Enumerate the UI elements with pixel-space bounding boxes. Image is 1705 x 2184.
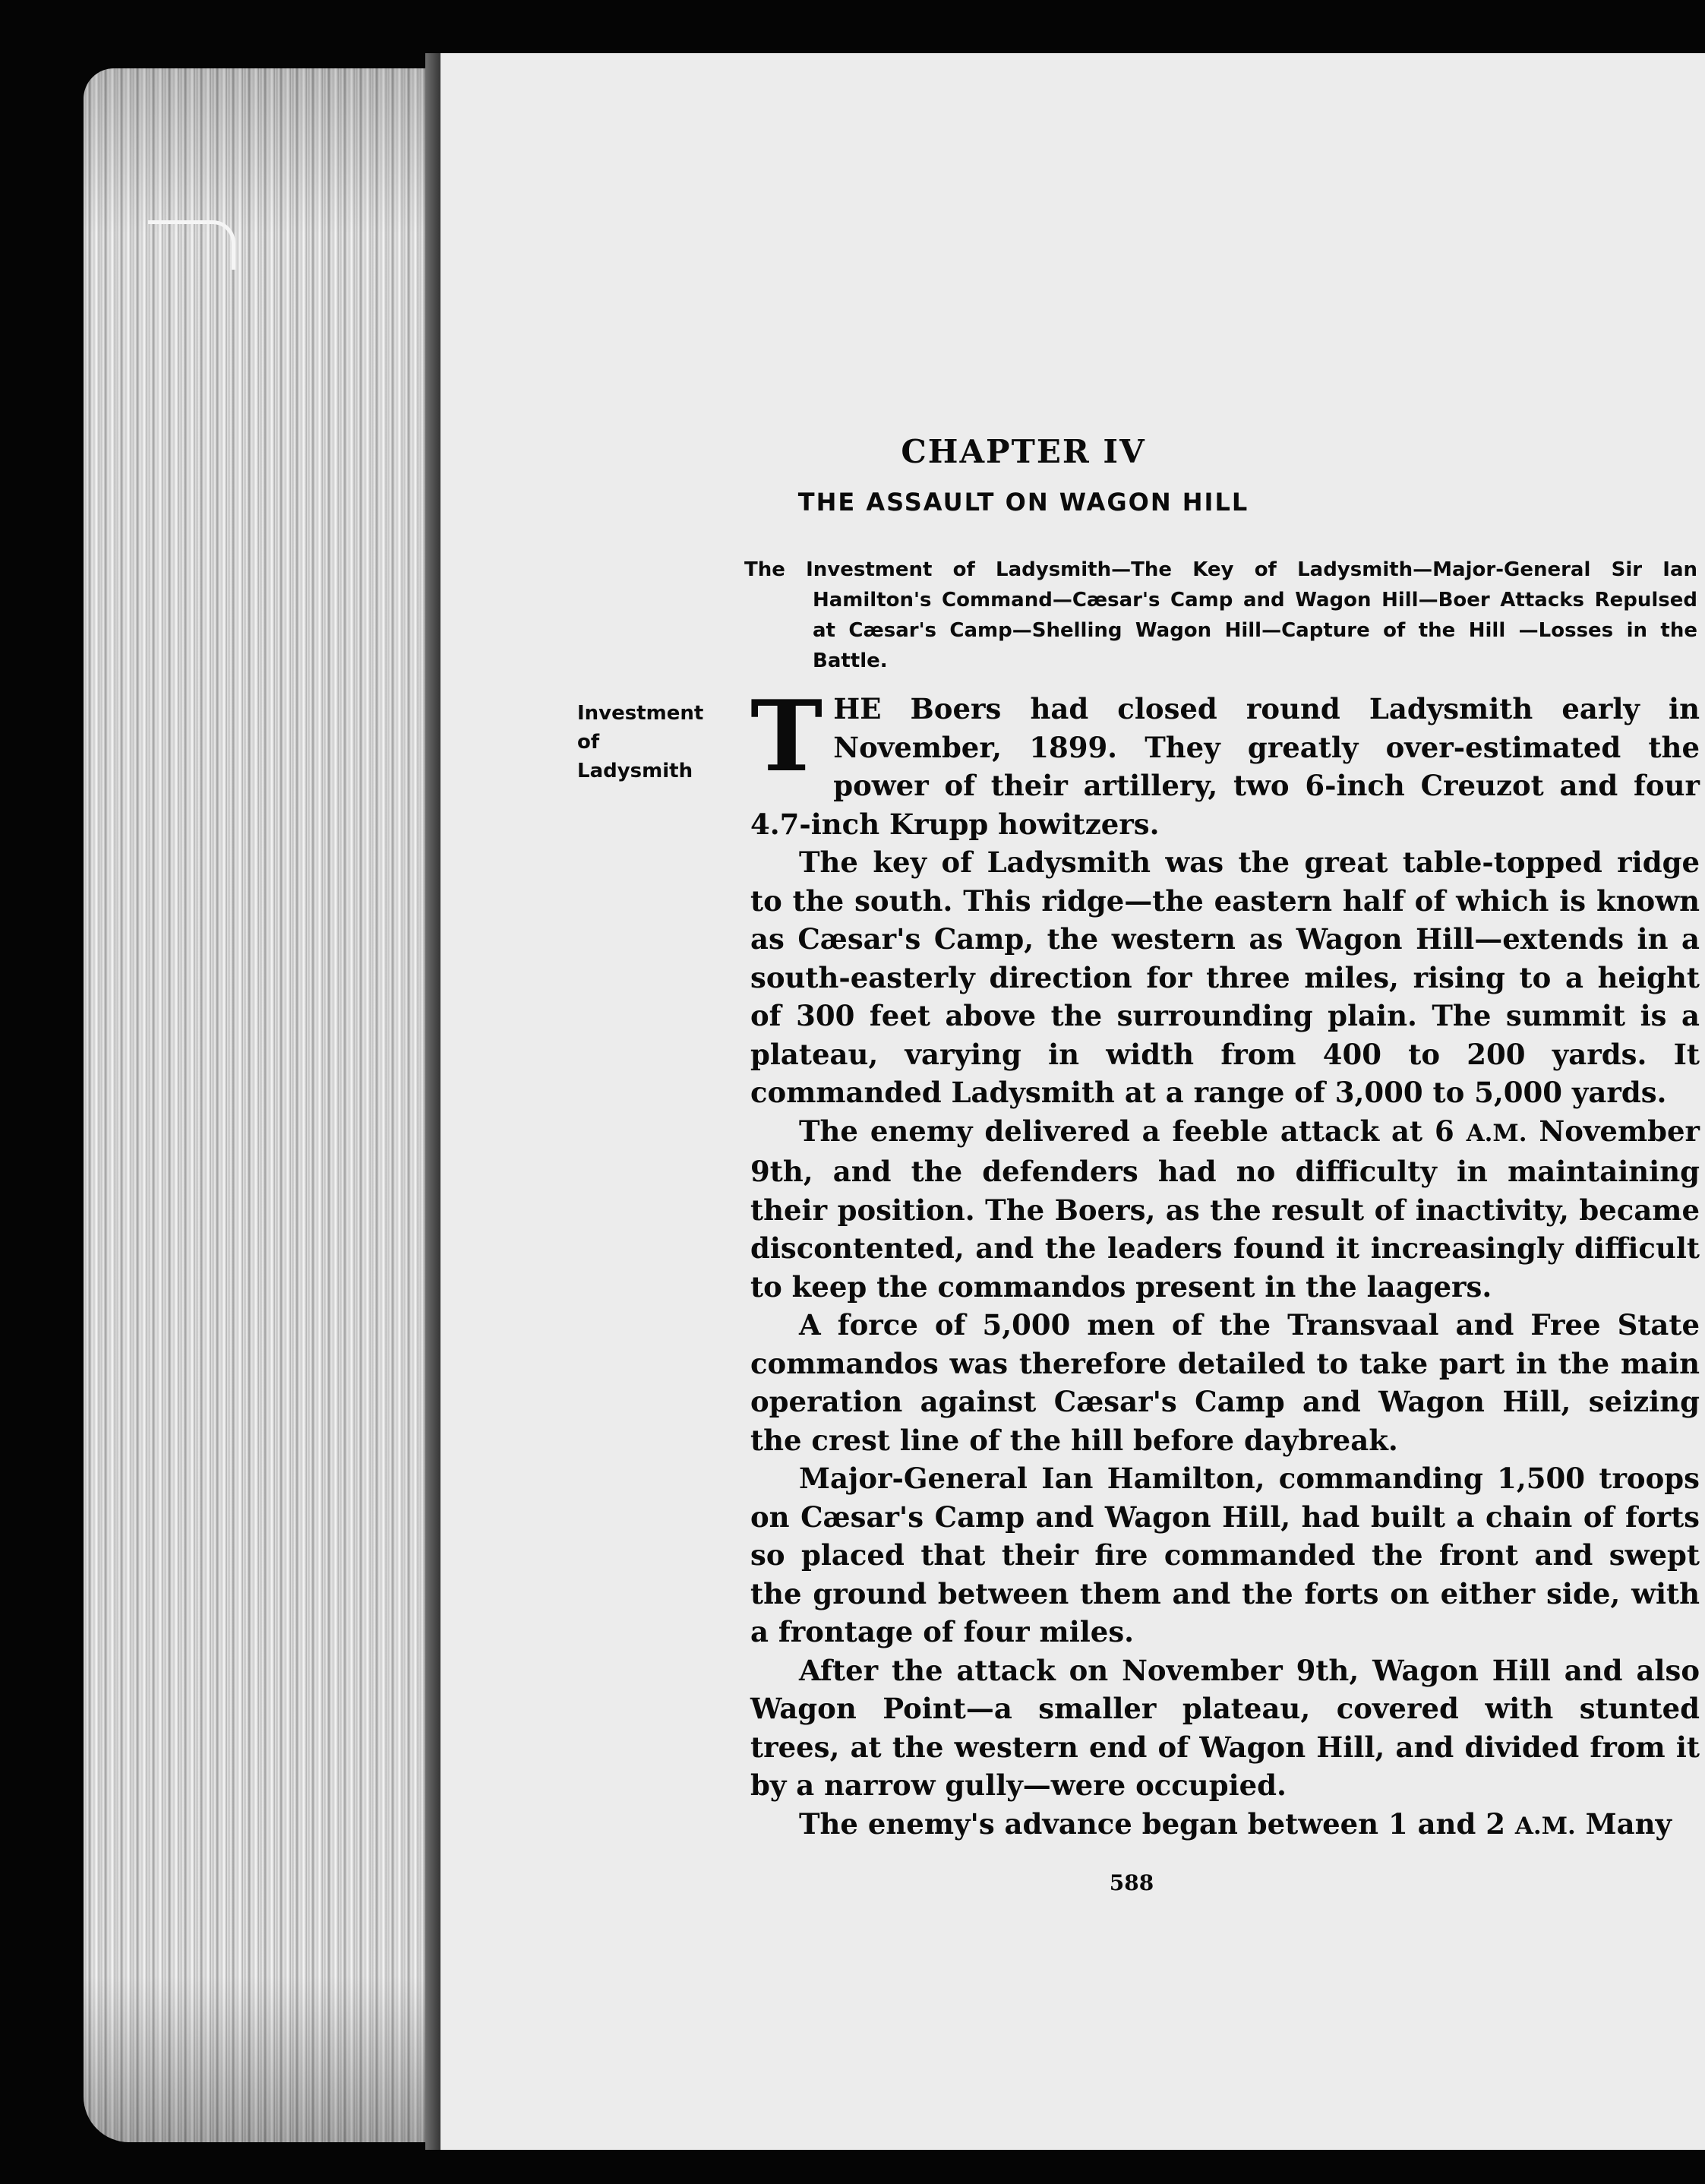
sidenote-line: Ladysmith [577, 760, 693, 782]
time-abbrev: A.M. [1514, 1812, 1576, 1840]
body-text [750, 680, 1700, 1845]
time-abbrev: A.M. [1466, 1119, 1527, 1147]
paragraph-text: The enemy's advance began between 1 and 2 [799, 1806, 1515, 1841]
paragraph: The key of Ladysmith was the great table-topped ridge to the south. This ridge—the eastern half of which is known as Cæsar's Camp, the western as Wagon Hill—extends in a south-easterly direction for three miles, rising to a height of 300 feet above the surrounding plain. The summit is a plateau, varying in width from 400 to 200 yards. It commanded Ladysmith at a range of 3,000 to 5,000 yards. [750, 845, 1700, 1109]
paragraph-text: The enemy delivered a feeble attack at 6 [799, 1114, 1467, 1148]
sidenote-line: Investment [577, 702, 704, 725]
paragraph: A force of 5,000 men of the Transvaal and Free State commandos was therefore detailed to take part in the main operation against Cæsar's Camp and Wagon Hill, seizing the crest line of the hill before daybreak. [750, 1308, 1700, 1457]
paragraph [750, 680, 1700, 843]
book-page-edges [84, 68, 440, 2142]
paragraph-text: November 9th, and the defenders had no difficulty in maintaining their position. The Boers, as the result of inactivity, became discontented, and the leaders found it increasingly difficult to keep the commandos present in the laagers. [750, 1114, 1700, 1304]
page-number: 588 [1109, 1870, 1154, 1895]
bookmark-mark [148, 220, 235, 270]
sidenote-line: of [577, 731, 600, 754]
margin-sidenote [577, 699, 729, 785]
book-page [440, 53, 1705, 2150]
paragraph-text: Many [1575, 1806, 1672, 1841]
paragraph: After the attack on November 9th, Wagon Hill and also Wagon Point—a smaller plateau, covered with stunted trees, at the western end of Wagon Hill, and divided from it by a narrow gully—were occupied. [750, 1653, 1700, 1802]
paragraph [750, 1805, 1700, 1846]
paragraph-text: HE Boers had closed round Ladysmith early in November, 1899. They greatly over-estimated the power of their artillery, two 6-inch Creuzot and four 4.7-inch Krupp howitzers. [750, 692, 1700, 841]
paragraph: Major-General Ian Hamilton, commanding 1,500 troops on Cæsar's Camp and Wagon Hill, had built a chain of forts so placed that their fire commanded the front and swept the ground between them and the forts on either side, with a frontage of four miles. [750, 1462, 1700, 1648]
paragraph [750, 1112, 1700, 1307]
chapter-synopsis: The Investment of Ladysmith—The Key of Ladysmith—Major-General Sir Ian Hamilton's Command—Cæsar's Camp and Wagon Hill—Boer Attacks Repulsed at Cæsar's Camp—Shelling Wagon Hill—Capture of the Hill —Losses in the Battle. [744, 558, 1697, 672]
chapter-number: CHAPTER IV [901, 433, 1146, 470]
drop-cap: T [750, 680, 823, 794]
chapter-title: THE ASSAULT ON WAGON HILL [797, 488, 1249, 517]
